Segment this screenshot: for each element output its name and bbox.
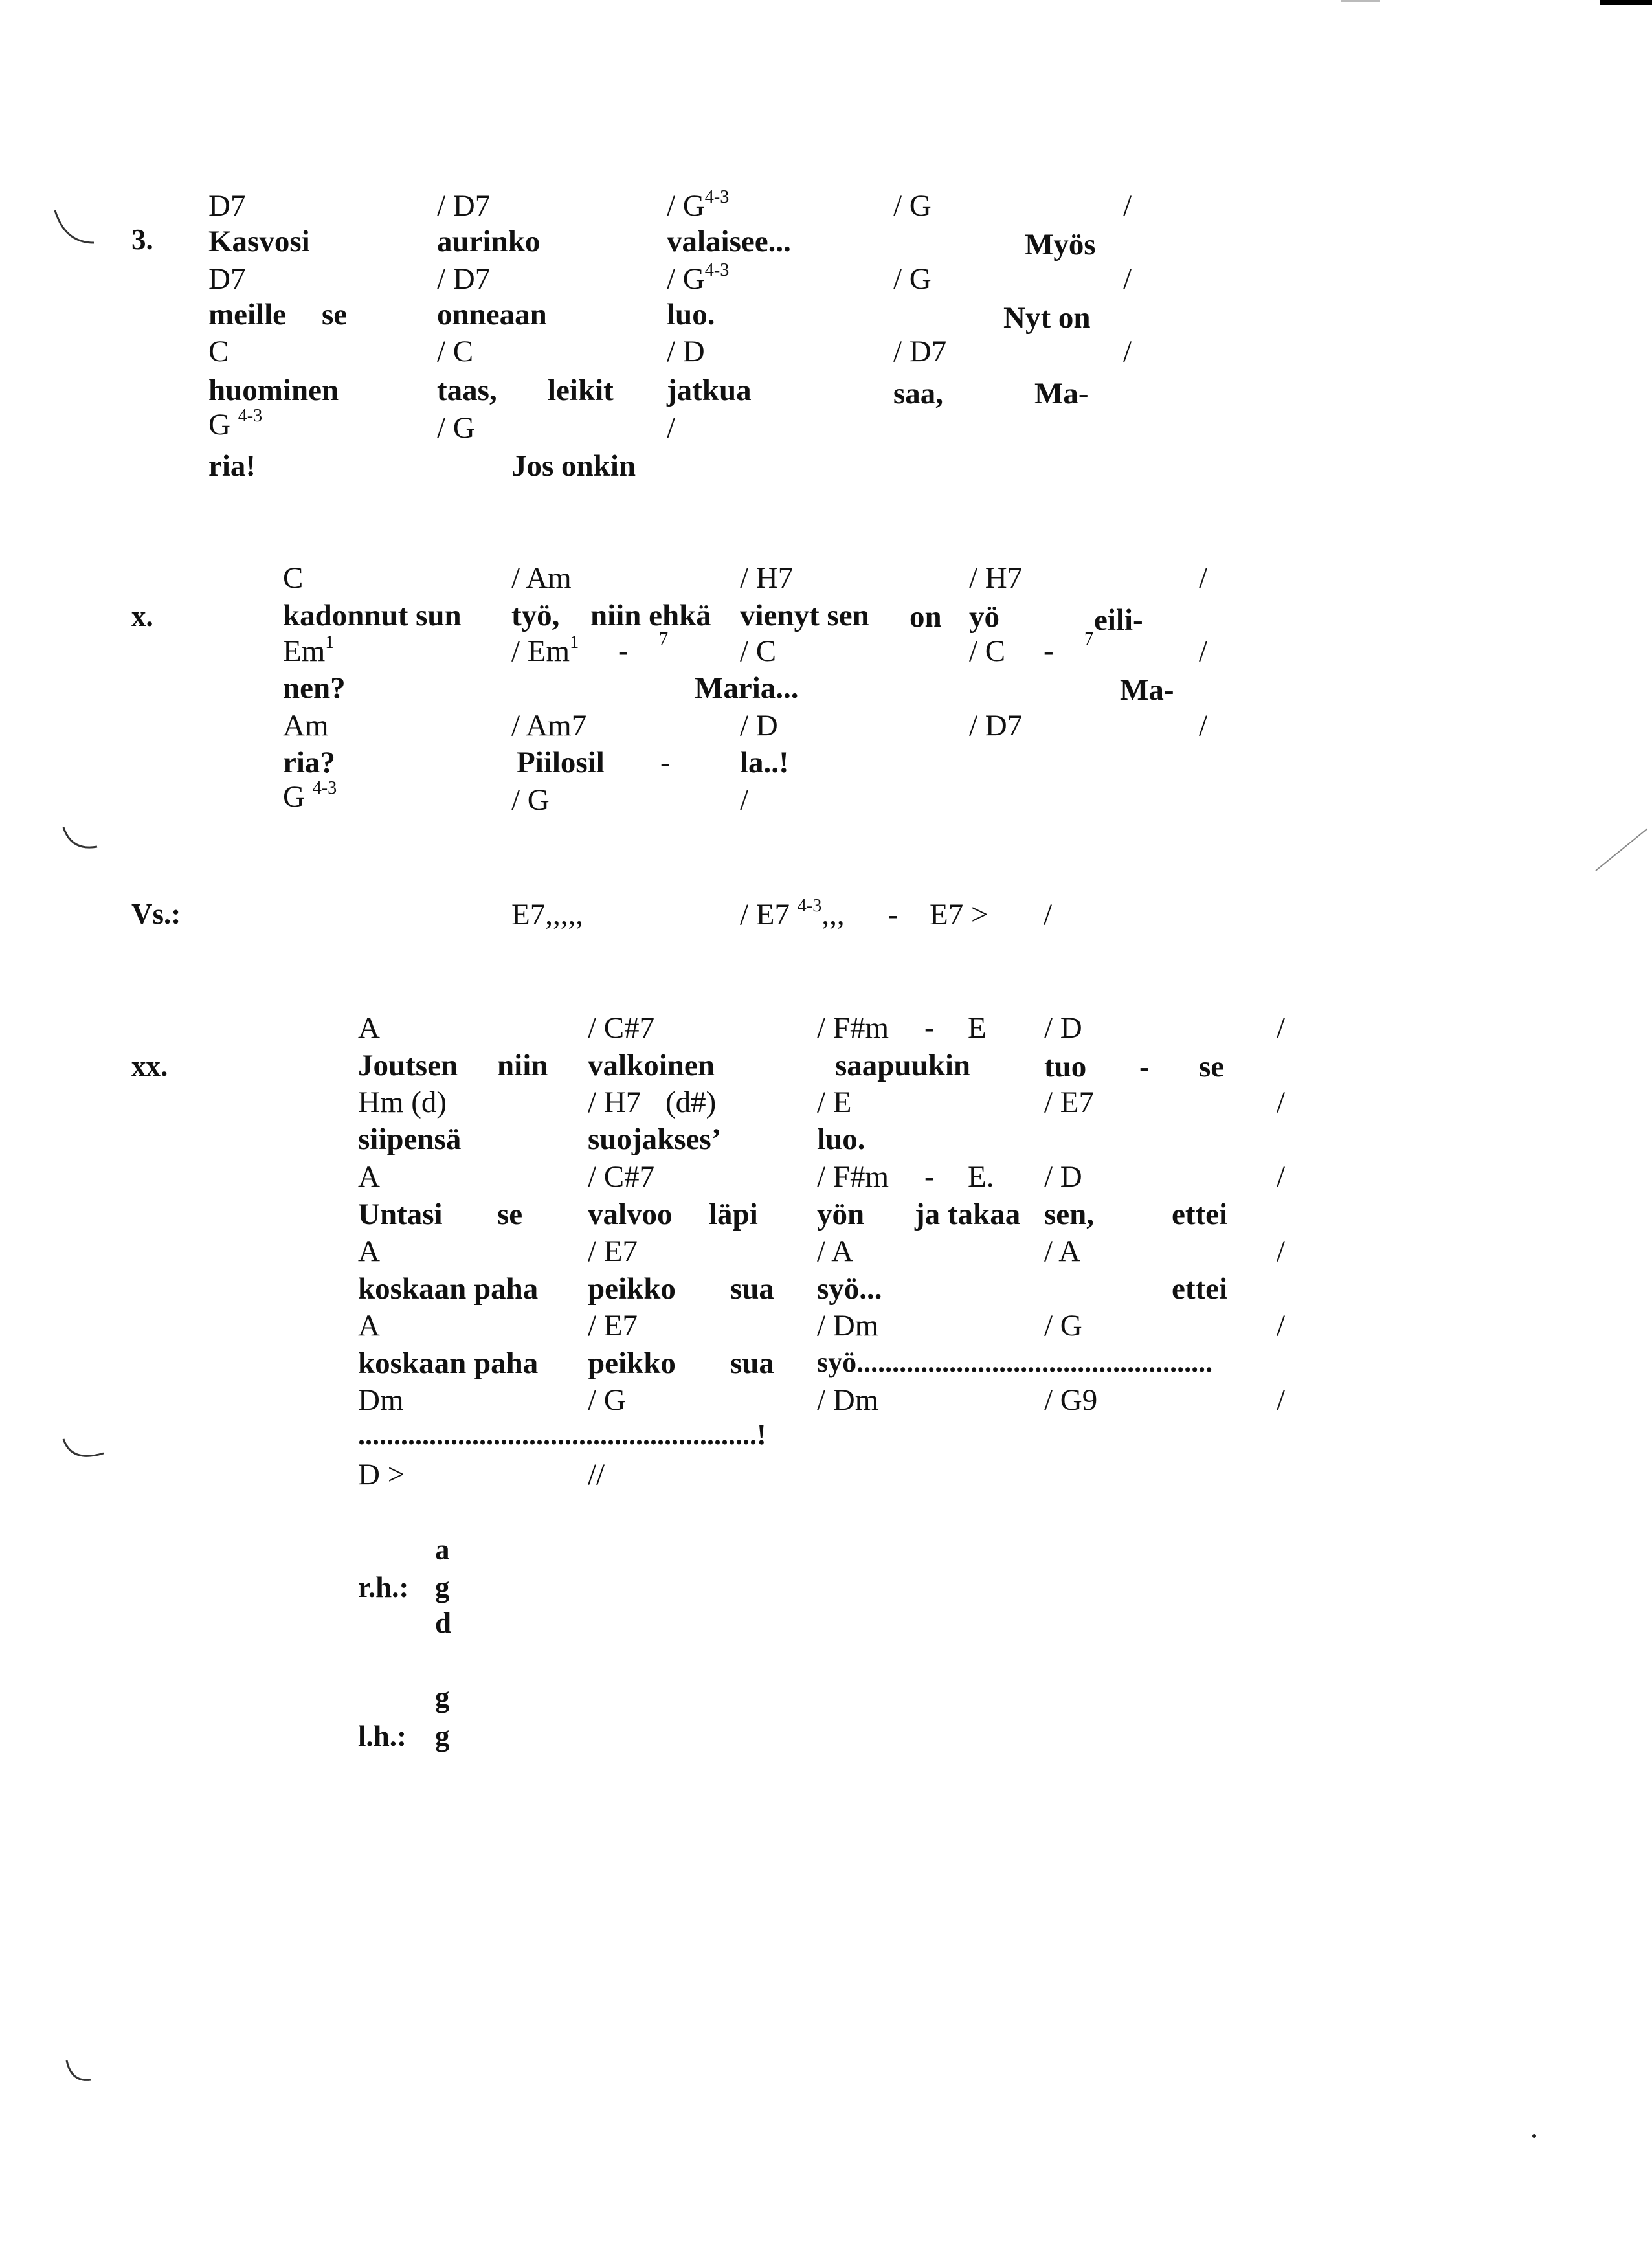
lyric: Myös xyxy=(1025,228,1096,262)
lyric: Ma- xyxy=(1034,377,1089,410)
chord: Am xyxy=(283,709,329,742)
lyric: - xyxy=(660,746,671,779)
lyric: aurinko xyxy=(437,225,541,258)
chord-extension: 7 xyxy=(659,629,669,649)
chord: C xyxy=(208,335,229,368)
lyric: yön xyxy=(817,1198,865,1231)
chord: / D7 xyxy=(437,189,491,223)
chord xyxy=(511,632,579,668)
lyric: syö.................................................. xyxy=(817,1346,1213,1378)
chord xyxy=(208,406,263,441)
lyric: huominen xyxy=(208,373,339,407)
lyric: ria? xyxy=(283,746,335,779)
lyric: sen, xyxy=(1044,1198,1095,1231)
bar-line: / xyxy=(740,783,749,817)
lyric: kadonnut sun xyxy=(283,599,462,632)
chord: / Am7 xyxy=(511,709,587,742)
chord: A xyxy=(358,1011,380,1045)
lyric: niin ehkä xyxy=(590,599,711,632)
chord: / G xyxy=(893,189,932,223)
speck-mark xyxy=(1531,2133,1537,2139)
section-xx-label: xx. xyxy=(131,1050,168,1082)
bar-line: / xyxy=(1123,335,1132,368)
chord: E7 > xyxy=(930,898,988,931)
chord: E xyxy=(968,1011,987,1045)
lyric: meille xyxy=(208,298,287,331)
chord-dash: - xyxy=(888,898,899,931)
chord: / C xyxy=(969,634,1006,668)
bar-line: / xyxy=(1277,1160,1286,1194)
chord: D7 xyxy=(208,262,246,296)
section-x-label: x. xyxy=(131,600,153,632)
lh-label: l.h.: xyxy=(358,1720,407,1752)
lyric: valaisee... xyxy=(667,225,791,258)
bar-line: / xyxy=(667,411,676,445)
lyric: syö... xyxy=(817,1272,882,1306)
lyric: ettei xyxy=(1172,1272,1228,1306)
lyric: ........................................................! xyxy=(358,1419,766,1451)
bar-line: / xyxy=(1199,709,1208,742)
chord: / D xyxy=(667,335,705,368)
bar-line: / xyxy=(1277,1011,1286,1045)
lyric: Nyt on xyxy=(1003,301,1091,335)
margin-hole-mark xyxy=(61,2055,113,2094)
chord-name: Em xyxy=(283,634,326,668)
lyric: luo. xyxy=(817,1122,865,1156)
chord: / G xyxy=(588,1383,626,1417)
chord xyxy=(667,260,730,296)
lyric: la..! xyxy=(740,746,789,779)
rh-note: a xyxy=(435,1533,450,1566)
chord: A xyxy=(358,1160,380,1194)
lyric: on xyxy=(910,600,942,634)
lyric: Piilosil xyxy=(517,746,605,779)
lh-note: g xyxy=(435,1720,450,1752)
lyric: tuo xyxy=(1044,1050,1087,1084)
lyric: niin xyxy=(497,1049,548,1082)
rh-note: g xyxy=(435,1571,450,1603)
rh-note: d xyxy=(435,1607,452,1639)
lyric: - xyxy=(1139,1050,1150,1084)
bar-line: / xyxy=(1277,1383,1286,1417)
bar-line: / xyxy=(1277,1234,1286,1268)
chord-dash: - xyxy=(618,634,629,668)
chord: / D xyxy=(1044,1160,1082,1194)
chord-extension: 7 xyxy=(1084,629,1094,649)
chord-extension xyxy=(659,629,669,663)
lyric: Joutsen xyxy=(358,1049,458,1082)
chord: / D7 xyxy=(893,335,947,368)
chord: / H7 xyxy=(588,1086,642,1119)
lyric: koskaan paha xyxy=(358,1272,539,1306)
lyric: eili- xyxy=(1094,603,1143,637)
chord: / D7 xyxy=(969,709,1023,742)
chord xyxy=(283,632,335,668)
chord-extension xyxy=(1084,629,1094,663)
chord-dash: - xyxy=(924,1160,935,1194)
bar-line: / xyxy=(1123,262,1132,296)
chord: / G xyxy=(1044,1309,1082,1343)
chord: / H7 xyxy=(969,561,1023,595)
chord: / F#m xyxy=(817,1011,889,1045)
bar-line: / xyxy=(1044,898,1053,931)
chord-suspension: 4-3 xyxy=(704,187,730,207)
chord-name: G xyxy=(208,408,230,441)
chord: / G xyxy=(511,783,550,817)
chord: / D xyxy=(1044,1011,1082,1045)
chord-name: G xyxy=(283,780,305,814)
chord-suspension: 4-3 xyxy=(704,260,730,280)
chord: / D7 xyxy=(437,262,491,296)
chord: / A xyxy=(1044,1234,1081,1268)
chord: / G xyxy=(437,411,475,445)
bar-line: / xyxy=(1277,1086,1286,1119)
chord: / C xyxy=(437,335,474,368)
chord: / D xyxy=(740,709,778,742)
lyric: Kasvosi xyxy=(208,225,310,258)
chord-name: / E7 xyxy=(740,898,790,931)
chord: / F#m xyxy=(817,1160,889,1194)
lyric: onneaan xyxy=(437,298,547,331)
lyric: valkoinen xyxy=(588,1049,715,1082)
lyric: se xyxy=(497,1198,523,1231)
chord: D7 xyxy=(208,189,246,223)
chord-suspension: 4-3 xyxy=(797,896,822,916)
lyric: luo. xyxy=(667,298,715,331)
lyric: Ma- xyxy=(1120,673,1174,707)
chord: C xyxy=(283,561,304,595)
chord: / C#7 xyxy=(588,1160,655,1194)
lyric: valvoo xyxy=(588,1198,673,1231)
margin-hole-mark xyxy=(58,822,110,861)
chord: / Dm xyxy=(817,1309,879,1343)
verse-3-label: 3. xyxy=(131,223,153,256)
chord xyxy=(740,896,845,931)
chord: A xyxy=(358,1234,380,1268)
lyric: läpi xyxy=(709,1198,758,1231)
lyric: nen? xyxy=(283,671,346,705)
chord-extension: 1 xyxy=(570,632,579,652)
chord: / A xyxy=(817,1234,854,1268)
chord-rhythm: ,,, xyxy=(821,898,845,931)
scan-edge-mark-top xyxy=(1341,0,1380,2)
vs-label: Vs.: xyxy=(131,898,181,930)
chord-dash: - xyxy=(924,1011,935,1045)
lyric: koskaan paha xyxy=(358,1346,539,1380)
lyric: Jos onkin xyxy=(511,449,636,483)
margin-stroke-mark xyxy=(1592,822,1651,874)
chord-name: / G xyxy=(667,189,705,223)
chord-suspension: 4-3 xyxy=(238,406,263,426)
chord: / Am xyxy=(511,561,572,595)
chord: / G9 xyxy=(1044,1383,1098,1417)
chord: / G xyxy=(893,262,932,296)
lyric: peikko xyxy=(588,1272,676,1306)
bar-line: / xyxy=(1277,1309,1286,1343)
lyric: siipensä xyxy=(358,1122,462,1156)
scan-edge-mark xyxy=(1600,0,1652,5)
lyric: suojakses’ xyxy=(588,1122,722,1156)
chord: A xyxy=(358,1309,380,1343)
lyric: se xyxy=(1199,1050,1225,1084)
lyric: vienyt sen xyxy=(740,599,869,632)
chord xyxy=(667,187,730,223)
bar-line: / xyxy=(1199,634,1208,668)
chord xyxy=(283,778,337,814)
lyric: ettei xyxy=(1172,1198,1228,1231)
margin-hole-mark xyxy=(58,1434,110,1473)
chord: / Dm xyxy=(817,1383,879,1417)
lyric: työ, xyxy=(511,599,560,632)
chord: Hm (d) xyxy=(358,1086,447,1119)
lyric: sua xyxy=(730,1346,774,1380)
chord-suspension: 4-3 xyxy=(312,778,337,798)
margin-hole-mark xyxy=(49,197,100,256)
lyric: jatkua xyxy=(667,373,752,407)
chord: / H7 xyxy=(740,561,794,595)
lyric: Untasi xyxy=(358,1198,443,1231)
chord: Dm xyxy=(358,1383,404,1417)
chord: / E7 xyxy=(588,1234,638,1268)
chord: D > xyxy=(358,1458,405,1491)
lyric: sua xyxy=(730,1272,774,1306)
chord: / E7 xyxy=(588,1309,638,1343)
lyric: ja takaa xyxy=(915,1198,1021,1231)
rh-label: r.h.: xyxy=(358,1571,409,1603)
lyric: saapuukin xyxy=(835,1049,971,1082)
lyric: saa, xyxy=(893,377,944,410)
lyric: taas, xyxy=(437,373,497,407)
lyric: se xyxy=(322,298,348,331)
lh-note: g xyxy=(435,1681,450,1713)
lyric: peikko xyxy=(588,1346,676,1380)
chord-name: / G xyxy=(667,262,705,296)
bar-line: / xyxy=(1123,189,1132,223)
lyric: ria! xyxy=(208,449,256,483)
chord: (d#) xyxy=(665,1086,717,1119)
chord: E7,,,,, xyxy=(511,898,583,931)
bar-line: // xyxy=(588,1458,605,1491)
chord: / C#7 xyxy=(588,1011,655,1045)
chord: / E xyxy=(817,1086,852,1119)
chord-dash: - xyxy=(1044,634,1054,668)
bar-line: / xyxy=(1199,561,1208,595)
lyric: yö xyxy=(969,600,999,634)
lyric: Maria... xyxy=(695,671,799,705)
lyric: leikit xyxy=(548,373,614,407)
chord-name: / Em xyxy=(511,634,570,668)
chord-extension: 1 xyxy=(325,632,335,652)
chord: E. xyxy=(968,1160,994,1194)
chord: / C xyxy=(740,634,777,668)
chord: / E7 xyxy=(1044,1086,1095,1119)
